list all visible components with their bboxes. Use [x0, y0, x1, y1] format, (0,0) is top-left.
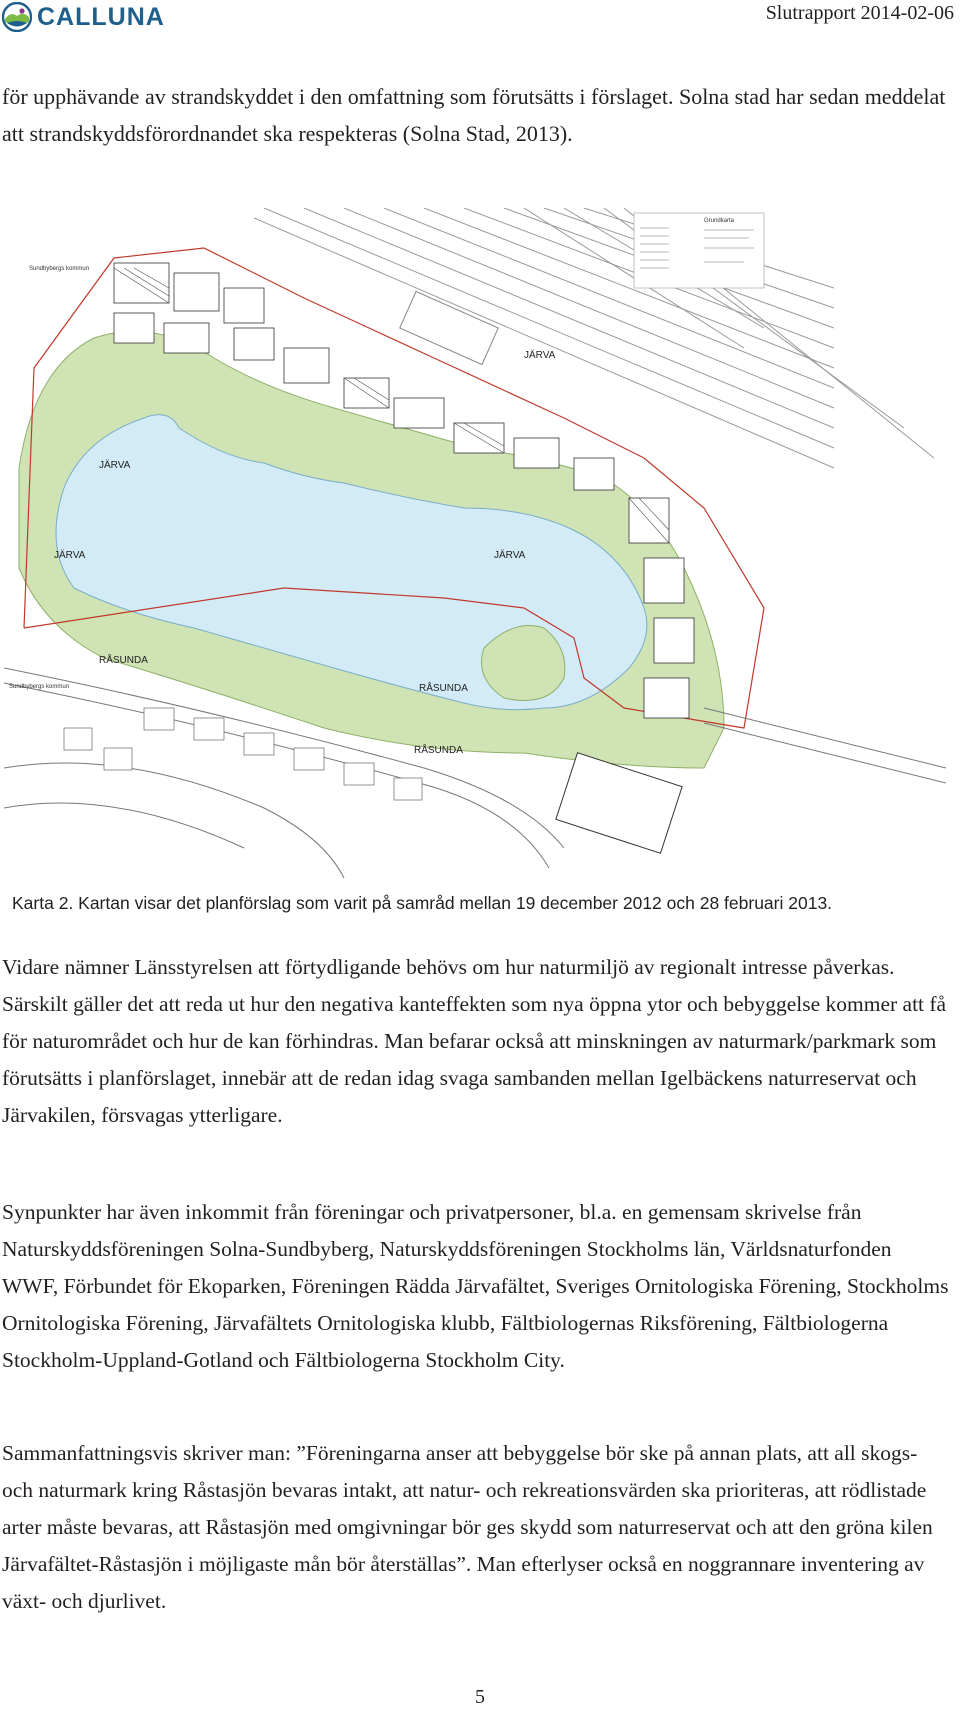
- label-jarva-1: JÄRVA: [524, 350, 556, 361]
- label-jarva-4: JÄRVA: [494, 550, 526, 561]
- report-date: Slutrapport 2014-02-06: [765, 2, 954, 24]
- label-rasunda-2: RÅSUNDA: [419, 683, 468, 694]
- calluna-logo: [2, 2, 165, 32]
- paragraph-1: Vidare nämner Länsstyrelsen att förtydligande behövs om hur naturmiljö av regionalt intresse påverkas. Särskilt gäller det att reda ut hur den negativa kanteffekten som nya öppna ytor och bebyggelse kommer att få för naturområdet och hur de kan förhindras. Man befarar också att minskningen av naturmark/parkmark som förutsätts i planförslaget, innebär att de redan idag svaga sambanden mellan Igelbäckens naturreservat och Järvakilen, försvagas ytterligare.: [2, 955, 947, 1127]
- label-jarva-2: JÄRVA: [99, 460, 131, 471]
- plan-map: [4, 208, 946, 878]
- calluna-logo-icon: [2, 2, 32, 32]
- plan-map-drawing: [4, 208, 946, 878]
- label-rasunda-3: RÅSUNDA: [414, 745, 463, 756]
- label-sundbyberg-1: Sundbybergs kommun: [29, 266, 90, 272]
- paragraph-2: Synpunkter har även inkommit från föreningar och privatpersoner, bl.a. en gemensam skrivelse från Naturskyddsföreningen Solna-Sundbyberg, Naturskyddsföreningen Stockholms län, Världsnaturfonden WWF, Förbundet för Ekoparken, Föreningen Rädda Järvafältet, Sveriges Ornitologiska Förening, Stockholms Ornitologiska Förening, Järvafältets Ornitologiska klubb, Fältbiologernas Riksförening, Fältbiologerna Stockholm-Uppland-Gotland och Fältbiologerna Stockholm City.: [2, 1200, 949, 1372]
- label-jarva-3: JÄRVA: [54, 550, 86, 561]
- label-sundbyberg-2: Sundbybergs kommun: [9, 684, 70, 690]
- logo-text: CALLUNA: [37, 2, 165, 31]
- legend-title: Grundkarta: [704, 218, 735, 224]
- page-header: [0, 0, 960, 46]
- map-caption: Karta 2. Kartan visar det planförslag som varit på samråd mellan 19 december 2012 och 28 februari 2013.: [12, 893, 833, 913]
- map-legend: [634, 213, 764, 288]
- intro-paragraph: för upphävande av strandskyddet i den omfattning som förutsätts i förslaget. Solna stad har sedan meddelat att strandskyddsförordnandet ska respekteras (Solna Stad, 2013).: [2, 84, 946, 146]
- paragraph-3: Sammanfattningsvis skriver man: ”Föreningarna anser att bebyggelse bör ske på annan plats, att all skogs- och naturmark kring Råstasjön bevaras intakt, att natur- och rekreationsvärden ska prioriteras, att rödlistade arter måste bevaras, att Råstasjön med omgivningar bör ges skydd som naturreservat och att den gröna kilen Järvafältet-Råstasjön i möjligaste mån bör återställas”. Man efterlyser också en noggrannare inventering av växt- och djurlivet.: [2, 1441, 933, 1613]
- label-rasunda-1: RÅSUNDA: [99, 655, 148, 666]
- page-number: 5: [475, 1686, 485, 1708]
